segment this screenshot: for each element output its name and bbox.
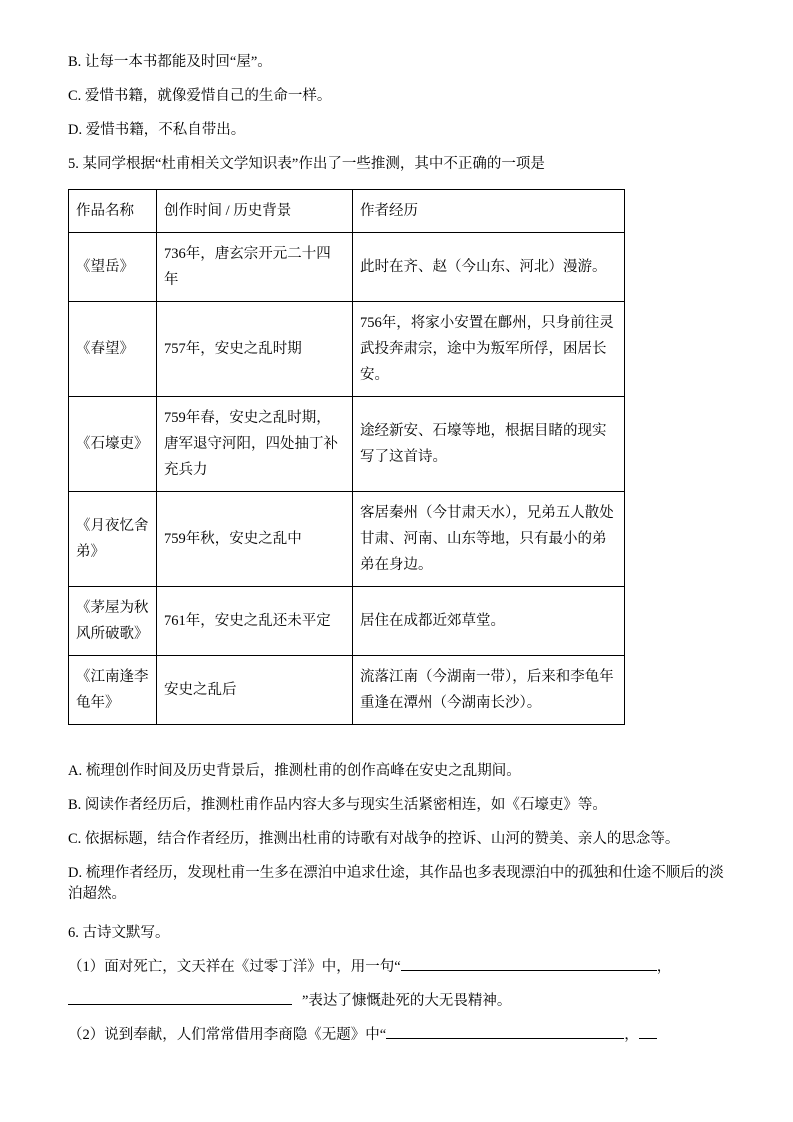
- question-6-item-1-line-1: [68, 957, 733, 978]
- table-cell-time: 安史之乱后: [157, 656, 353, 725]
- table-cell-work: 《石壕吏》: [69, 397, 157, 492]
- table-cell-work: 《江南逢李龟年》: [69, 656, 157, 725]
- question-6-item-1-line-2: [68, 991, 733, 1012]
- option-book-c: C. 爱惜书籍，就像爱惜自己的生命一样。: [68, 88, 332, 104]
- question-6-item-2: [68, 1025, 733, 1046]
- table-cell-experience: 此时在齐、赵（今山东、河北）漫游。: [353, 233, 625, 302]
- table-cell-experience: 客居秦州（今甘肃天水），兄弟五人散处甘肃、河南、山东等地，只有最小的弟弟在身边。: [353, 492, 625, 587]
- option-5d: D. 梳理作者经历，发现杜甫一生多在漂泊中追求仕途，其作品也多表现漂泊中的孤独和仕途不顺后的淡泊超然。: [68, 865, 724, 902]
- table-cell-work: 《望岳》: [69, 233, 157, 302]
- dufu-literature-table: [68, 189, 625, 725]
- q6-item1-comma: ，: [656, 959, 672, 975]
- answer-blank: [386, 1025, 624, 1039]
- table-cell-time: 759年秋，安史之乱中: [157, 492, 353, 587]
- q6-item2-comma: ，: [624, 1027, 639, 1043]
- table-cell-experience: 流落江南（今湖南一带），后来和李龟年重逢在潭州（今湖南长沙）。: [353, 656, 625, 725]
- option-book-d: D. 爱惜书籍，不私自带出。: [68, 122, 246, 138]
- answer-blank: [639, 1025, 657, 1039]
- q6-item2-pre-text: （2）说到奉献，人们常常借用李商隐《无题》中“: [68, 1027, 387, 1043]
- table-row: [69, 492, 625, 587]
- table-header-work: 作品名称: [69, 190, 157, 233]
- table-row: [69, 233, 625, 302]
- option-5a: A. 梳理创作时间及历史背景后，推测杜甫的创作高峰在安史之乱期间。: [68, 763, 521, 779]
- table-row: [69, 397, 625, 492]
- table-cell-experience: 居住在成都近郊草堂。: [353, 587, 625, 656]
- question-5-stem: 5. 某同学根据“杜甫相关文学知识表”作出了一些推测，其中不正确的一项是: [68, 156, 545, 172]
- table-cell-time: 736年，唐玄宗开元二十四年: [157, 233, 353, 302]
- table-cell-time: 759年春，安史之乱时期，唐军退守河阳，四处抽丁补充兵力: [157, 397, 353, 492]
- table-cell-work: 《茅屋为秋风所破歌》: [69, 587, 157, 656]
- option-5c: C. 依据标题，结合作者经历，推测出杜甫的诗歌有对战争的控诉、山河的赞美、亲人的思念等。: [68, 831, 680, 847]
- q6-item1-pre-text: （1）面对死亡，文天祥在《过零丁洋》中，用一句“: [68, 959, 401, 975]
- table-row: [69, 302, 625, 397]
- table-cell-experience: 途经新安、石壕等地，根据目睹的现实写了这首诗。: [353, 397, 625, 492]
- table-cell-time: 761年，安史之乱还未平定: [157, 587, 353, 656]
- option-5b: B. 阅读作者经历后，推测杜甫作品内容大多与现实生活紧密相连，如《石壕吏》等。: [68, 797, 607, 813]
- table-cell-experience: 756年，将家小安置在鄜州，只身前往灵武投奔肃宗，途中为叛军所俘，困居长安。: [353, 302, 625, 397]
- table-header-author-experience: 作者经历: [353, 190, 625, 233]
- q6-item1-post-text: ”表达了慷慨赴死的大无畏精神。: [302, 993, 512, 1009]
- table-row: [69, 587, 625, 656]
- table-cell-work: 《月夜忆舍弟》: [69, 492, 157, 587]
- table-header-row: [69, 190, 625, 233]
- answer-blank: [68, 991, 292, 1005]
- question-6-title: 6. 古诗文默写。: [68, 925, 170, 941]
- option-book-b: B. 让每一本书都能及时回“屋”。: [68, 54, 272, 70]
- table-header-time-background: 创作时间 / 历史背景: [157, 190, 353, 233]
- table-cell-work: 《春望》: [69, 302, 157, 397]
- table-row: [69, 656, 625, 725]
- table-cell-time: 757年，安史之乱时期: [157, 302, 353, 397]
- answer-blank: [401, 957, 657, 971]
